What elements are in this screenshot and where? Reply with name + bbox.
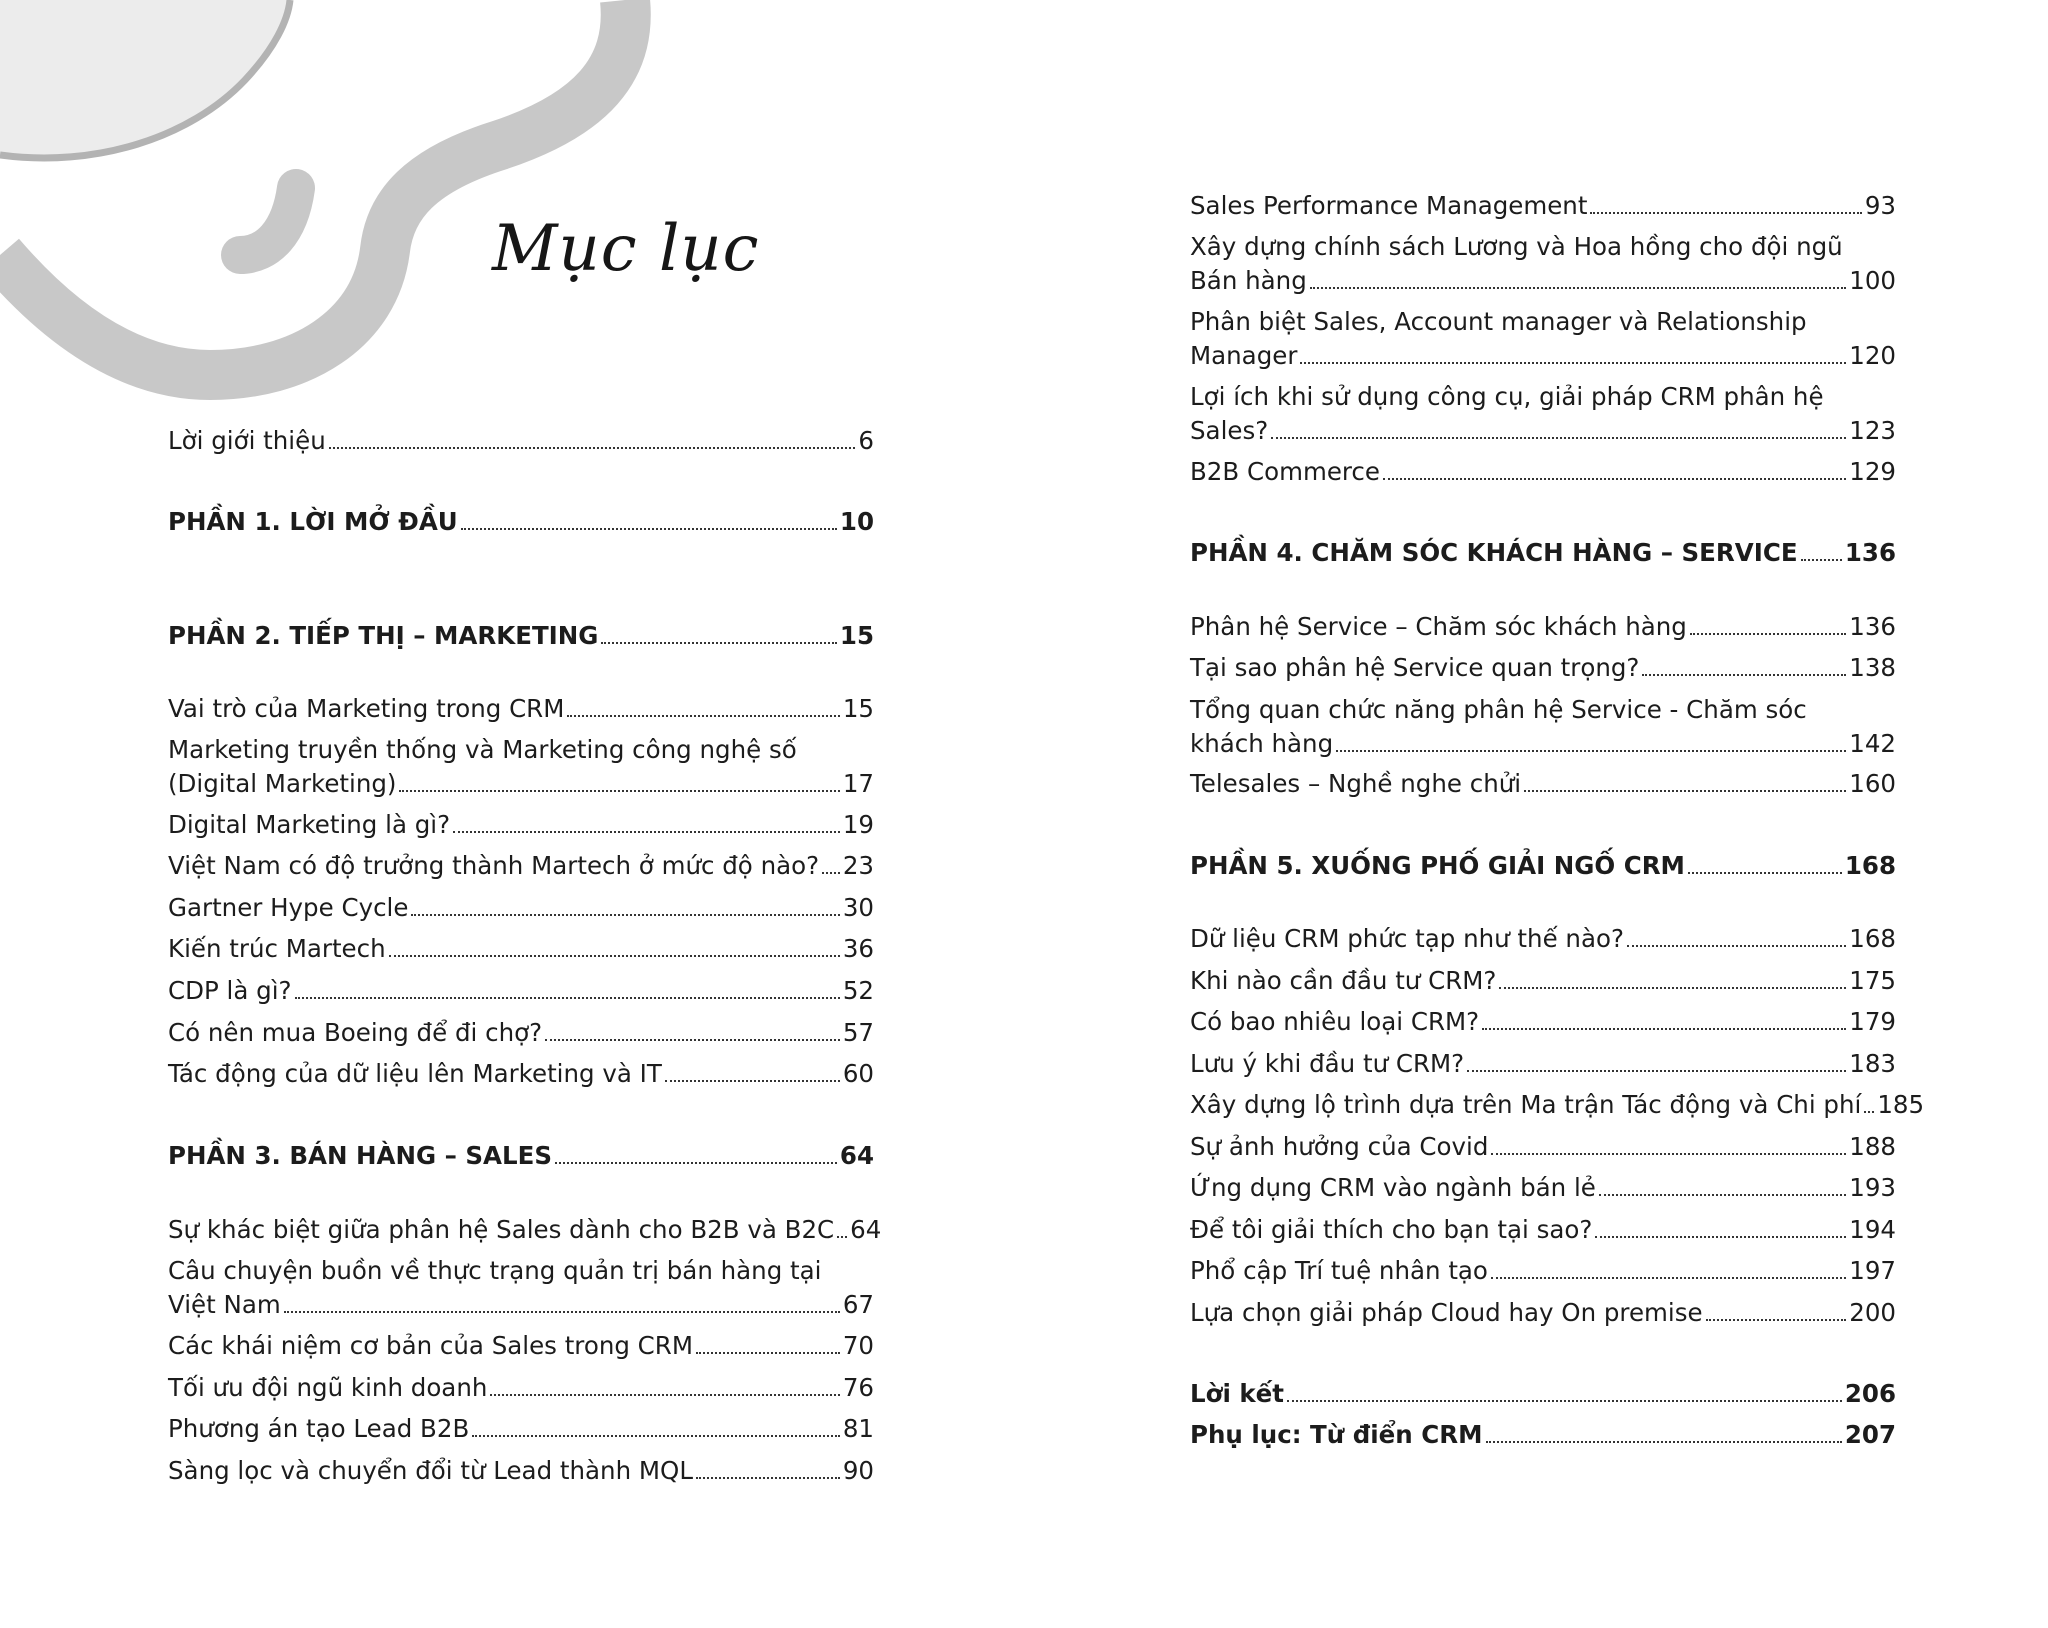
toc-entry-page: 160 <box>1849 769 1896 798</box>
toc-entry-page: 30 <box>842 893 874 922</box>
leader-dots <box>490 1394 839 1396</box>
leader-dots <box>1524 790 1846 792</box>
toc-entry-page: 120 <box>1849 341 1896 370</box>
toc-entry-title: Kiến trúc Martech <box>168 934 386 963</box>
toc-entry-page: 183 <box>1849 1049 1896 1078</box>
toc-entry <box>168 692 874 726</box>
toc-entry <box>1190 767 1896 801</box>
toc-entry-page: 67 <box>842 1290 874 1319</box>
toc-entry <box>168 1412 874 1446</box>
toc-entry-title: PHẦN 5. XUỐNG PHỐ GIẢI NGỐ CRM <box>1190 851 1685 880</box>
toc-entry <box>1190 230 1896 298</box>
toc-entry-page: 197 <box>1849 1256 1896 1285</box>
toc-entry-page: 168 <box>1849 924 1896 953</box>
toc-entry-page: 200 <box>1849 1298 1896 1327</box>
toc-entry-title: PHẦN 3. BÁN HÀNG – SALES <box>168 1141 552 1170</box>
toc-entry-title: PHẦN 4. CHĂM SÓC KHÁCH HÀNG – SERVICE <box>1190 538 1798 567</box>
toc-entry-page: 60 <box>842 1059 874 1088</box>
toc-entry-title: PHẦN 1. LỜI MỞ ĐẦU <box>168 507 458 536</box>
toc-entry-title: Có bao nhiêu loại CRM? <box>1190 1007 1480 1036</box>
leader-dots <box>1688 872 1842 874</box>
leader-dots <box>1627 945 1846 947</box>
toc-entry-page: 136 <box>1849 612 1896 641</box>
toc-entry-title-cont: Sales? <box>1190 416 1269 445</box>
leader-dots <box>696 1352 840 1354</box>
toc-entry-page: 76 <box>842 1373 874 1402</box>
toc-part-heading <box>168 619 874 653</box>
toc-entry-title: Gartner Hype Cycle <box>168 893 409 922</box>
leader-dots <box>329 447 856 449</box>
leader-dots <box>472 1435 840 1437</box>
toc-left-column <box>168 0 882 1628</box>
toc-entry-title: Khi nào cần đầu tư CRM? <box>1190 966 1497 995</box>
toc-entry-page: 64 <box>839 1141 874 1170</box>
leader-dots <box>1383 478 1846 480</box>
toc-entry-page: 100 <box>1849 266 1896 295</box>
leader-dots <box>822 872 840 874</box>
toc-part-heading <box>1190 849 1896 883</box>
leader-dots <box>555 1162 837 1164</box>
toc-entry <box>1190 1005 1896 1039</box>
leader-dots <box>1590 212 1861 214</box>
toc-entry-title: Lựa chọn giải pháp Cloud hay On premise <box>1190 1298 1703 1327</box>
leader-dots <box>1595 1236 1846 1238</box>
toc-entry <box>168 1016 874 1050</box>
toc-entry-title-cont: khách hàng <box>1190 729 1334 758</box>
toc-entry-title: B2B Commerce <box>1190 457 1380 486</box>
toc-entry-title: Tối ưu đội ngũ kinh doanh <box>168 1373 488 1402</box>
toc-entry <box>1190 1130 1896 1164</box>
leader-dots <box>601 642 836 644</box>
toc-entry-title: Phân biệt Sales, Account manager và Relationship <box>1190 307 1807 336</box>
toc-part-heading <box>168 505 874 539</box>
toc-entry-page: 123 <box>1849 416 1896 445</box>
leader-dots <box>696 1477 840 1479</box>
toc-entry-title: Phụ lục: Từ điển CRM <box>1190 1420 1483 1449</box>
toc-entry-title: Sales Performance Management <box>1190 191 1588 220</box>
leader-dots <box>1300 362 1846 364</box>
toc-entry-page: 179 <box>1849 1007 1896 1036</box>
leader-dots <box>461 528 837 530</box>
toc-entry-title: Digital Marketing là gì? <box>168 810 451 839</box>
toc-entry-title-cont: Việt Nam <box>168 1290 281 1319</box>
toc-right-column <box>1190 0 1925 1628</box>
leader-dots <box>837 1236 847 1238</box>
toc-entry-page: 138 <box>1849 653 1896 682</box>
toc-entry-page: 185 <box>1877 1090 1925 1119</box>
toc-entry-title: Việt Nam có độ trưởng thành Martech ở mức độ nào? <box>168 851 820 880</box>
leader-dots <box>1271 437 1846 439</box>
toc-entry-page: 175 <box>1849 966 1896 995</box>
leader-dots <box>1491 1153 1846 1155</box>
toc-entry-title: Lời giới thiệu <box>168 426 326 455</box>
toc-entry <box>168 1371 874 1405</box>
leader-dots <box>1642 674 1846 676</box>
toc-entry-title: Tại sao phân hệ Service quan trọng? <box>1190 653 1640 682</box>
leader-dots <box>567 715 839 717</box>
toc-entry-page: 70 <box>842 1331 874 1360</box>
toc-entry-title: CDP là gì? <box>168 976 292 1005</box>
toc-entry-title-cont: Bán hàng <box>1190 266 1307 295</box>
toc-entry-page: 136 <box>1844 538 1896 567</box>
toc-entry-page: 10 <box>839 507 874 536</box>
toc-entry-page: 168 <box>1844 851 1896 880</box>
leader-dots <box>1690 633 1846 635</box>
toc-entry-page: 207 <box>1844 1420 1896 1449</box>
toc-entry-title-cont: Manager <box>1190 341 1298 370</box>
toc-entry-page: 6 <box>858 426 874 455</box>
toc-entry-title: Các khái niệm cơ bản của Sales trong CRM <box>168 1331 693 1360</box>
toc-entry <box>1190 380 1896 448</box>
toc-entry <box>1190 922 1896 956</box>
toc-entry <box>168 1329 874 1363</box>
toc-part-heading <box>168 1139 874 1173</box>
leader-dots <box>1467 1070 1846 1072</box>
leader-dots <box>1801 559 1842 561</box>
toc-entry-title: Sự ảnh hưởng của Covid <box>1190 1132 1489 1161</box>
toc-entry <box>1190 1171 1896 1205</box>
toc-entry <box>1190 189 1896 223</box>
toc-entry-page: 193 <box>1849 1173 1896 1202</box>
toc-entry <box>168 733 874 801</box>
toc-entry-title-cont: (Digital Marketing) <box>168 769 397 798</box>
toc-entry <box>1190 1296 1896 1330</box>
toc-entry-page: 57 <box>842 1018 874 1047</box>
toc-part-heading <box>1190 1418 1896 1452</box>
toc-entry-title: Có nên mua Boeing để đi chợ? <box>168 1018 543 1047</box>
leader-dots <box>1499 987 1846 989</box>
toc-entry-page: 19 <box>842 810 874 839</box>
toc-entry-title: PHẦN 2. TIẾP THỊ – MARKETING <box>168 621 599 650</box>
toc-entry-title: Telesales – Nghề nghe chửi <box>1190 769 1522 798</box>
toc-entry-page: 15 <box>839 621 874 650</box>
leader-dots <box>1482 1028 1846 1030</box>
toc-entry-title: Vai trò của Marketing trong CRM <box>168 694 565 723</box>
toc-entry <box>1190 610 1896 644</box>
toc-entry <box>168 849 874 883</box>
toc-entry <box>1190 1088 1925 1122</box>
toc-entry <box>168 808 874 842</box>
leader-dots <box>665 1080 840 1082</box>
toc-entry <box>168 1454 874 1488</box>
toc-entry-title: Phổ cập Trí tuệ nhân tạo <box>1190 1256 1488 1285</box>
toc-entry-title: Lợi ích khi sử dụng công cụ, giải pháp CRM phân hệ <box>1190 382 1824 411</box>
leader-dots <box>1310 287 1846 289</box>
toc-entry-title: Tổng quan chức năng phân hệ Service - Chăm sóc <box>1190 695 1807 724</box>
toc-entry-page: 206 <box>1844 1379 1896 1408</box>
leader-dots <box>411 914 839 916</box>
toc-entry-page: 15 <box>842 694 874 723</box>
toc-entry-title: Tác động của dữ liệu lên Marketing và IT <box>168 1059 662 1088</box>
leader-dots <box>1486 1441 1842 1443</box>
toc-entry <box>1190 1047 1896 1081</box>
toc-part-heading <box>1190 536 1896 570</box>
leader-dots <box>1287 1400 1842 1402</box>
toc-entry <box>1190 1254 1896 1288</box>
leader-dots <box>453 831 840 833</box>
toc-entry-page: 90 <box>842 1456 874 1485</box>
toc-entry-page: 188 <box>1849 1132 1896 1161</box>
toc-entry-page: 52 <box>842 976 874 1005</box>
toc-entry-title: Lời kết <box>1190 1379 1284 1408</box>
toc-entry-page: 93 <box>1864 191 1896 220</box>
toc-entry-title: Sự khác biệt giữa phân hệ Sales dành cho B2B và B2C <box>168 1215 835 1244</box>
toc-entry <box>168 424 874 458</box>
leader-dots <box>284 1311 840 1313</box>
toc-entry-page: 81 <box>842 1414 874 1443</box>
toc-entry-title: Xây dựng lộ trình dựa trên Ma trận Tác động và Chi phí <box>1190 1090 1862 1119</box>
page-title: Mục lục <box>492 212 760 286</box>
toc-entry <box>1190 693 1896 761</box>
toc-entry-title: Xây dựng chính sách Lương và Hoa hồng cho đội ngũ <box>1190 232 1843 261</box>
toc-entry-title: Để tôi giải thích cho bạn tại sao? <box>1190 1215 1593 1244</box>
toc-entry <box>1190 651 1896 685</box>
toc-entry-title: Ứng dụng CRM vào ngành bán lẻ <box>1190 1173 1596 1202</box>
toc-entry <box>1190 305 1896 373</box>
toc-entry-page: 129 <box>1849 457 1896 486</box>
leader-dots <box>295 997 840 999</box>
toc-entry <box>168 1213 882 1247</box>
toc-entry-title: Câu chuyện buồn về thực trạng quản trị bán hàng tại <box>168 1256 822 1285</box>
toc-entry-page: 36 <box>842 934 874 963</box>
leader-dots <box>399 790 839 792</box>
leader-dots <box>1599 1194 1846 1196</box>
toc-entry <box>1190 964 1896 998</box>
leader-dots <box>1864 1111 1874 1113</box>
toc-entry-title: Sàng lọc và chuyển đổi từ Lead thành MQL <box>168 1456 693 1485</box>
toc-entry-title: Dữ liệu CRM phức tạp như thế nào? <box>1190 924 1624 953</box>
toc-entry <box>168 1057 874 1091</box>
toc-entry-title: Lưu ý khi đầu tư CRM? <box>1190 1049 1465 1078</box>
toc-entry <box>168 932 874 966</box>
toc-entry-page: 23 <box>842 851 874 880</box>
toc-entry-title: Phân hệ Service – Chăm sóc khách hàng <box>1190 612 1687 641</box>
leader-dots <box>1336 750 1846 752</box>
toc-entry <box>168 974 874 1008</box>
toc-entry <box>168 1254 874 1322</box>
toc-entry <box>1190 1213 1896 1247</box>
leader-dots <box>545 1039 840 1041</box>
toc-part-heading <box>1190 1377 1896 1411</box>
leader-dots <box>1706 1319 1847 1321</box>
toc-entry-title: Phương án tạo Lead B2B <box>168 1414 470 1443</box>
leader-dots <box>389 955 840 957</box>
toc-entry-page: 17 <box>842 769 874 798</box>
toc-entry-page: 142 <box>1849 729 1896 758</box>
leader-dots <box>1491 1277 1846 1279</box>
toc-entry-title: Marketing truyền thống và Marketing công nghệ số <box>168 735 797 764</box>
toc-entry <box>168 891 874 925</box>
toc-entry-page: 194 <box>1849 1215 1896 1244</box>
toc-entry-page: 64 <box>850 1215 882 1244</box>
toc-entry <box>1190 455 1896 489</box>
